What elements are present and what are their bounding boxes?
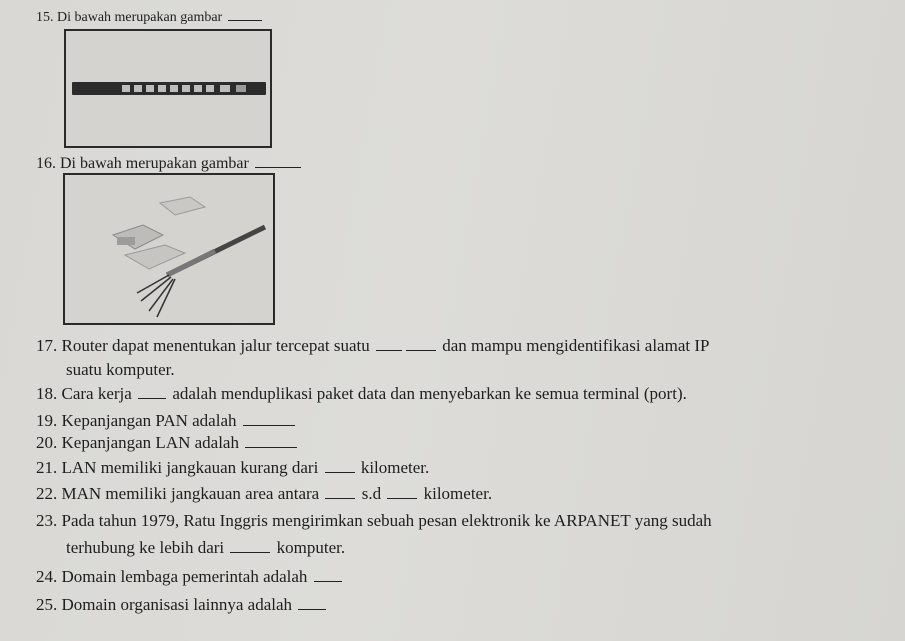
answer-blank[interactable] xyxy=(325,460,355,473)
question-17 xyxy=(36,336,709,356)
question-20 xyxy=(36,433,299,453)
question-23-line-2 xyxy=(66,538,345,558)
question-23 xyxy=(36,511,712,531)
question-23-text-b: terhubung ke lebih dari xyxy=(66,538,225,557)
network-switch-icon xyxy=(72,82,266,95)
question-17-text-a: 17. Router dapat menentukan jalur tercepat suatu xyxy=(36,336,370,355)
answer-blank[interactable] xyxy=(298,597,326,610)
question-22-text-a: 22. MAN memiliki jangkauan area antara xyxy=(36,484,320,503)
question-19 xyxy=(36,411,297,431)
answer-blank[interactable] xyxy=(228,8,262,21)
question-18 xyxy=(36,384,687,404)
question-22-text-b: s.d xyxy=(361,484,382,503)
question-24 xyxy=(36,567,344,587)
question-20-text: 20. Kepanjangan LAN adalah xyxy=(36,433,239,452)
question-25 xyxy=(36,595,328,615)
question-22 xyxy=(36,484,492,504)
utp-cable-rj45-icon xyxy=(65,175,273,323)
question-17-text-c: suatu komputer. xyxy=(66,360,175,379)
answer-blank[interactable] xyxy=(138,386,166,399)
answer-blank[interactable] xyxy=(387,486,417,499)
question-18-text-b: adalah menduplikasi paket data dan menyebarkan ke semua terminal (port). xyxy=(172,384,687,403)
answer-blank[interactable] xyxy=(245,435,297,448)
answer-blank[interactable] xyxy=(406,338,436,351)
question-21 xyxy=(36,458,429,478)
answer-blank[interactable] xyxy=(255,155,301,168)
answer-blank[interactable] xyxy=(325,486,355,499)
question-23-text-c: komputer. xyxy=(276,538,346,557)
question-19-text: 19. Kepanjangan PAN adalah xyxy=(36,411,237,430)
answer-blank[interactable] xyxy=(243,413,295,426)
question-16-text: 16. Di bawah merupakan gambar xyxy=(36,155,249,172)
question-25-text: 25. Domain organisasi lainnya adalah xyxy=(36,595,293,614)
question-15 xyxy=(36,8,264,28)
question-18-text-a: 18. Cara kerja xyxy=(36,384,132,403)
question-23-text-a: 23. Pada tahun 1979, Ratu Inggris mengirimkan sebuah pesan elektronik ke ARPANET yang sudah xyxy=(36,511,712,530)
question-17-line-2 xyxy=(66,360,175,380)
question-17-text-b: dan mampu mengidentifikasi alamat IP xyxy=(442,336,710,355)
question-24-text: 24. Domain lembaga pemerintah adalah xyxy=(36,567,308,586)
question-16 xyxy=(36,154,303,174)
network-switch-image xyxy=(64,29,272,148)
answer-blank[interactable] xyxy=(376,338,402,351)
question-22-text-c: kilometer. xyxy=(423,484,493,503)
question-15-text: 15. Di bawah merupakan gambar xyxy=(36,10,223,25)
question-21-text-b: kilometer. xyxy=(360,458,430,477)
question-21-text-a: 21. LAN memiliki jangkauan kurang dari xyxy=(36,458,319,477)
answer-blank[interactable] xyxy=(314,569,342,582)
answer-blank[interactable] xyxy=(230,540,270,553)
utp-cable-image xyxy=(63,173,275,325)
